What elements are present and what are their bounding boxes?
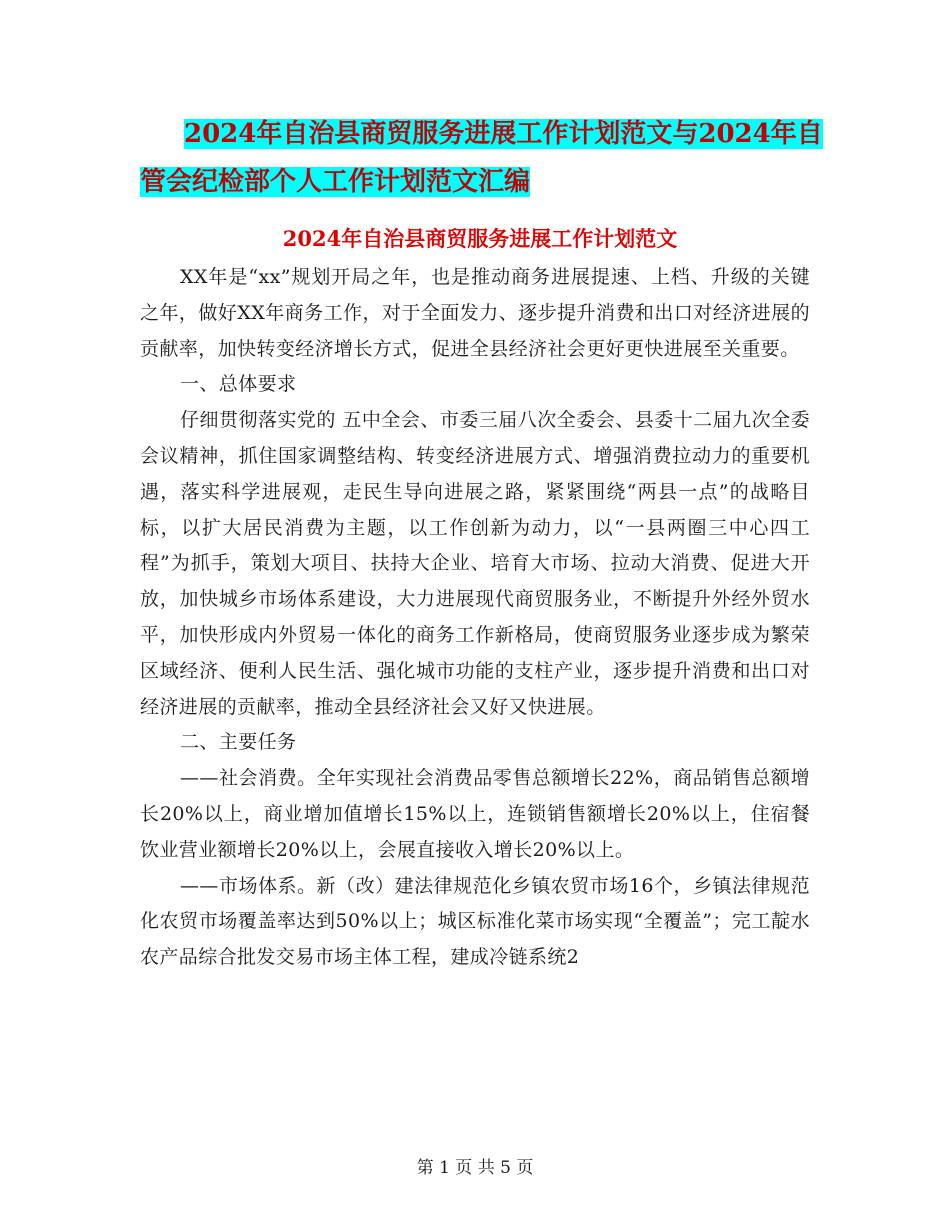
heading-general-requirements: 一、总体要求	[180, 373, 297, 396]
document-title-line-1	[140, 110, 823, 158]
paragraph-social-consumption: ——社会消费。全年实现社会消费品零售总额增长22%，商品销售总额增长20%以上，商业增加值增长15%以上，连锁销售额增长20%以上，住宿餐饮业营业额增长20%以上，会展直接收入增长20%以上。	[140, 767, 810, 861]
section-title: 2024年自治县商贸服务进展工作计划范文	[282, 226, 678, 251]
paragraph-market-system: ——市场体系。新（改）建法律规范化乡镇农贸市场16个，乡镇法律规范化农贸市场覆盖率达到50%以上；城区标准化菜市场实现“全覆盖”；完工靛水农产品综合批发交易市场主体工程，建成冷链系统2	[140, 874, 810, 969]
title-highlight-2: 管会纪检部个人工作计划范文汇编	[140, 167, 531, 197]
document-body	[140, 260, 810, 976]
document-title-line-2	[140, 158, 820, 206]
heading-main-tasks: 二、主要任务	[180, 731, 297, 754]
paragraph-intro: XX年是“xx”规划开局之年，也是推动商务进展提速、上档、升级的关键之年，做好XX年商务工作，对于全面发力、逐步提升消费和出口对经济进展的贡献率，加快转变经济增长方式，促进全县经济社会更好更快进展至关重要。	[140, 266, 810, 360]
paragraph-general-requirements: 仔细贯彻落实党的 五中全会、市委三届八次全委会、县委十二届九次全委会议精神，抓住国家调整结构、转变经济进展方式、增强消费拉动力的重要机遇，落实科学进展观，走民生导向进展之路，紧紧围绕“两县一点”的战略目标，以扩大居民消费为主题，以工作创新为动力，以“一县两圈三中心四工程”为抓手，策划大项目、扶持大企业、培育大市场、拉动大消费、促进大开放，加快城乡市场体系建设，大力进展现代商贸服务业，不断提升外经外贸水平，加快形成内外贸易一体化的商务工作新格局，使商贸服务业逐步成为繁荣区域经济、便利人民生活、强化城市功能的支柱产业，逐步提升消费和出口对经济进展的贡献率，推动全县经济社会又好又快进展。	[140, 409, 810, 718]
title-highlight-1: 2024年自治县商贸服务进展工作计划范文与2024年自	[184, 119, 823, 149]
page-footer: 第 1 页 共 5 页	[416, 1158, 534, 1178]
document-title	[140, 110, 823, 206]
